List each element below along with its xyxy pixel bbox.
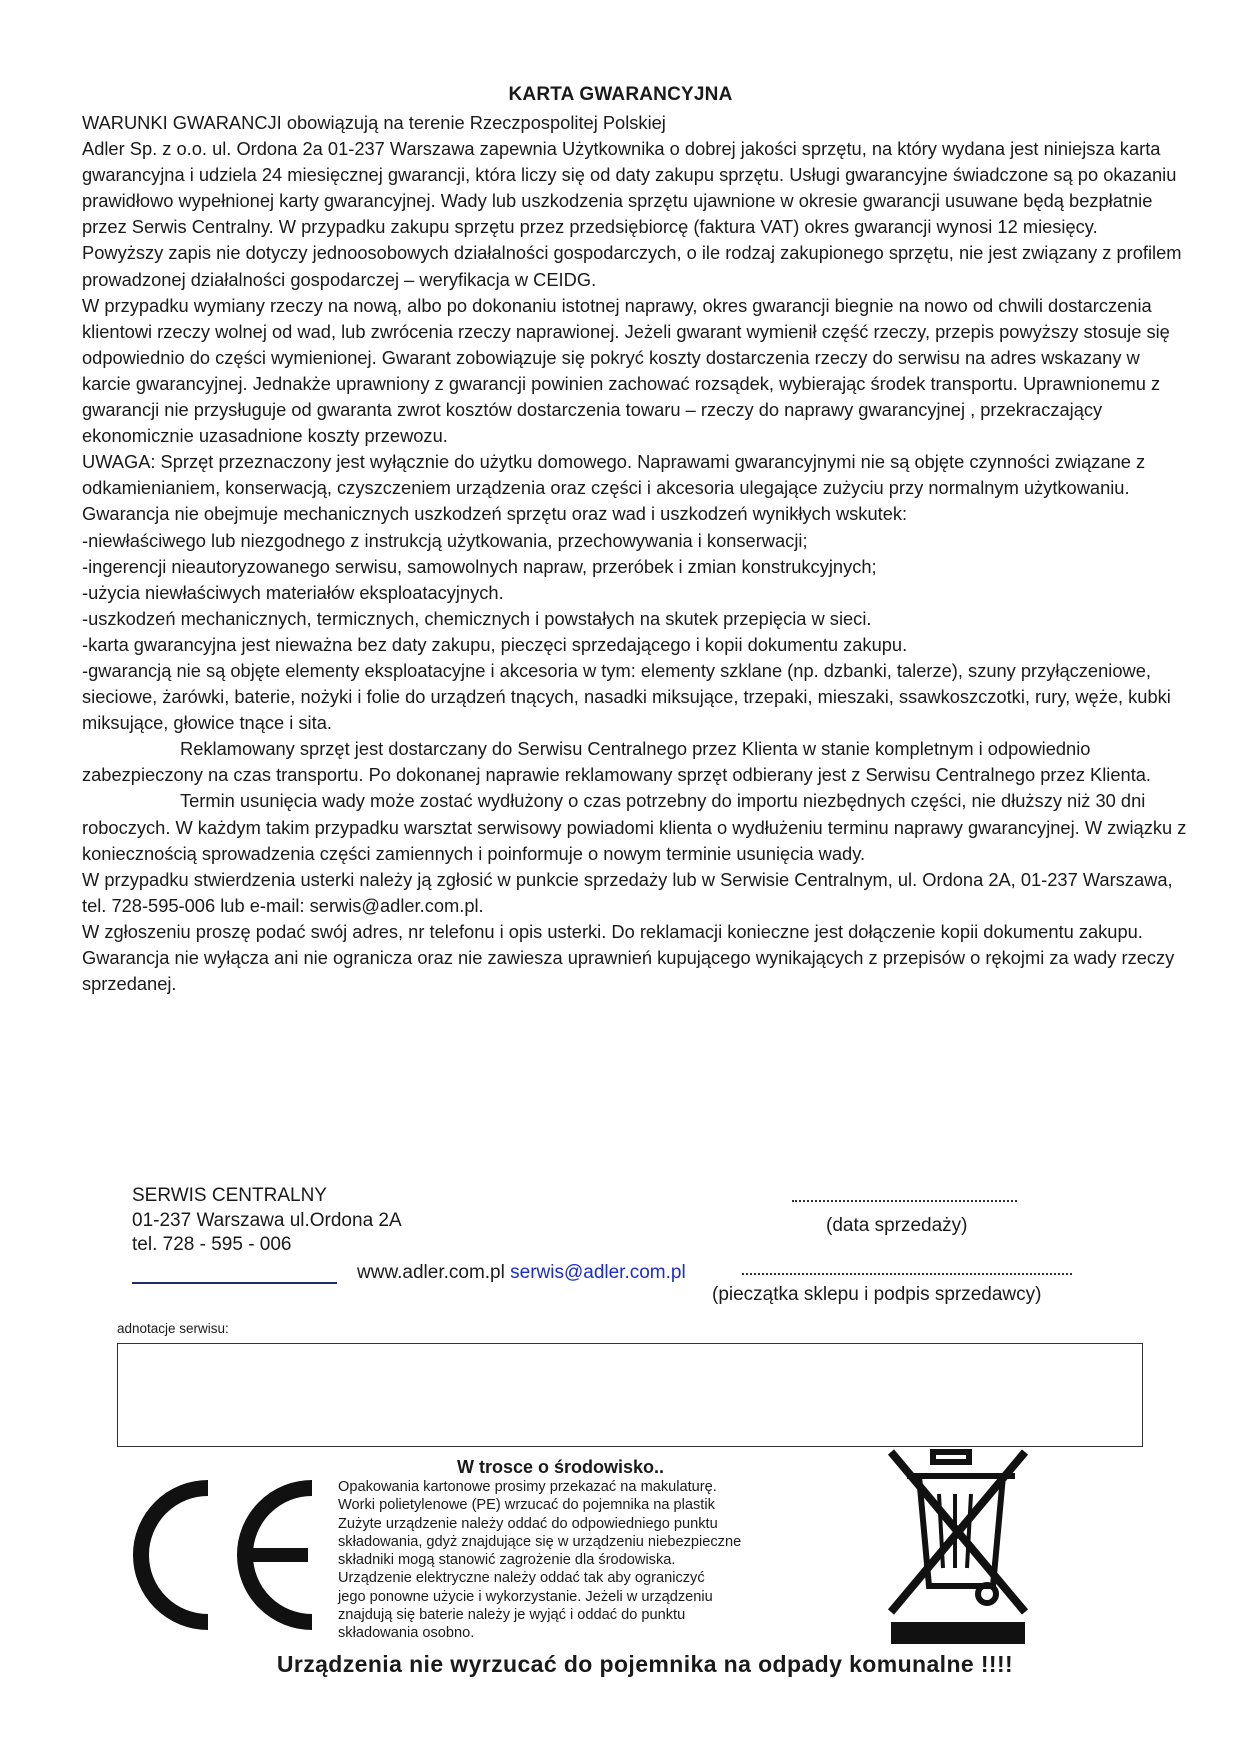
warranty-paragraph: -użycia niewłaściwych materiałów eksploatacyjnych. xyxy=(82,581,504,603)
warranty-paragraph: -uszkodzeń mechanicznych, termicznych, chemicznych i powstałych na skutek przepięcia w sieci. xyxy=(82,607,872,629)
environment-line: Opakowania kartonowe prosimy przekazać na makulaturę. xyxy=(338,1479,717,1495)
crossed-out-wheelie-bin-icon xyxy=(883,1446,1033,1651)
warranty-paragraph: -karta gwarancyjna jest nieważna bez daty zakupu, pieczęci sprzedającego i kopii dokumentu zakupu. xyxy=(82,633,908,655)
environment-text xyxy=(338,1478,858,1643)
environment-line: składowania osobno. xyxy=(338,1625,475,1642)
environment-line: znajdują się baterie należy je wyjąć i oddać do punktu xyxy=(338,1607,686,1624)
environment-line: Zużyte urządzenie należy oddać do odpowiedniego punktu xyxy=(338,1515,718,1532)
service-address xyxy=(132,1184,402,1258)
website-link[interactable]: www.adler.com.pl xyxy=(357,1262,505,1283)
warranty-paragraph: W przypadku wymiany rzeczy na nową, albo po dokonaniu istotnej naprawy, okres gwarancji biegnie na nowo od chwili dostarczenia klientowi rzeczy wolnej od wad, lub zwrócenia rzeczy naprawionej. Jeżeli gwarant wymienił część rzeczy, przepis powyższy stosuje się odpowiednio do części wymienionej. Gwarant zobowiązuje się pokryć koszty dostarczenia rzeczy do serwisu na adres wskazany w karcie gwarancyjnej. Jednakże uprawniony z gwarancji powinien zachować rozsądek, wybierając środek transportu. Uprawnionemu z gwarancji nie przysługuje od gwaranta zwrot kosztów dostarczenia towaru – rzeczy do naprawy gwarancyjnej , przekraczający ekonomicznie uzasadnione koszty przewozu. xyxy=(82,294,1170,447)
service-notes-box xyxy=(117,1343,1143,1447)
warranty-paragraph: Reklamowany sprzęt jest dostarczany do Serwisu Centralnego przez Klienta w stanie kompletnym i odpowiednio zabezpieczony na czas transportu. Po dokonanej naprawie reklamowany sprzęt odbierany jest z Serwisu Centralnego przez Klienta. xyxy=(82,738,1152,786)
stamp-signature-line xyxy=(742,1273,1072,1275)
warranty-terms xyxy=(82,110,1192,997)
warranty-paragraph: Termin usunięcia wady może zostać wydłużony o czas potrzebny do importu niezbędnych części, nie dłuższy niż 30 dni roboczych. W każdym takim przypadku warsztat serwisowy powiadomi klienta o wydłużeniu terminu naprawy gwarancyjnej. W związku z koniecznością sprowadzenia części zamiennych i poinformuje o nowym terminie usunięcia wady. xyxy=(82,790,1187,864)
warranty-paragraph: -niewłaściwego lub niezgodnego z instrukcją użytkowania, przechowywania i konserwacji; xyxy=(82,529,808,551)
service-street: 01-237 Warszawa ul.Ordona 2A xyxy=(132,1209,402,1231)
environment-line: Urządzenie elektryczne należy oddać tak aby ograniczyć xyxy=(338,1570,705,1587)
sale-date-label: (data sprzedaży) xyxy=(826,1215,968,1236)
divider xyxy=(132,1282,337,1284)
service-phone: tel. 728 - 595 - 006 xyxy=(132,1234,292,1255)
disposal-warning: Urządzenia nie wyrzucać do pojemnika na odpady komunalne !!!! xyxy=(276,1651,1014,1677)
environment-line: składniki mogą stanowić zagrożenie dla środowiska. xyxy=(338,1552,676,1569)
warranty-paragraph: W przypadku stwierdzenia usterki należy ją zgłosić w punkcie sprzedaży lub w Serwisie Centralnym, ul. Ordona 2A, 01-237 Warszawa, tel. 728-595-006 lub e-mail: serwis@adler.com.pl. xyxy=(82,868,1173,916)
stamp-signature-label: (pieczątka sklepu i podpis sprzedawcy) xyxy=(712,1284,1042,1305)
environment-title: W trosce o środowisko.. xyxy=(457,1457,665,1477)
environment-line: Worki polietylenowe (PE) wrzucać do pojemnika na plastik xyxy=(338,1497,715,1514)
warranty-paragraph: UWAGA: Sprzęt przeznaczony jest wyłącznie do użytku domowego. Naprawami gwarancyjnymi nie są objęte czynności związane z odkamienianiem, konserwacją, czyszczeniem urządzenia oraz części i akcesoria ulegające zużyciu przy normalnym użytkowaniu. Gwarancja nie obejmuje mechanicznych uszkodzeń sprzętu oraz wad i uszkodzeń wynikłych wskutek: xyxy=(82,451,1146,525)
contact-links xyxy=(357,1262,686,1284)
warranty-paragraph: -ingerencji nieautoryzowanego serwisu, samowolnych napraw, przeróbek i zmian konstrukcyjnych; xyxy=(82,555,877,577)
warranty-paragraph: W zgłoszeniu proszę podać swój adres, nr telefonu i opis usterki. Do reklamacji konieczne jest dołączenie kopii dokumentu zakupu. xyxy=(82,920,1143,942)
ce-mark-icon xyxy=(120,1480,325,1635)
warranty-paragraph: Gwarancja nie wyłącza ani nie ogranicza oraz nie zawiesza uprawnień kupującego wynikających z przepisów o rękojmi za wady rzeczy sprzedanej. xyxy=(82,947,1175,995)
warranty-paragraph: Powyższy zapis nie dotyczy jednoosobowych działalności gospodarczych, o ile rodzaj zakupionego sprzętu, nie jest związany z profilem prowadzonej działalności gospodarczej – weryfikacja w CEIDG. xyxy=(82,242,1182,290)
environment-line: składowania, gdyż znajdujące się w urządzeniu niebezpieczne xyxy=(338,1533,742,1550)
warranty-paragraph: Adler Sp. z o.o. ul. Ordona 2a 01-237 Warszawa zapewnia Użytkownika o dobrej jakości sprzętu, na który wydana jest niniejsza karta gwarancyjna i udziela 24 miesięcznej gwarancji, która liczy się od daty zakupu sprzętu. Usługi gwarancyjne świadczone są po okazaniu prawidłowo wypełnionej karty gwarancyjnej. Wady lub uszkodzenia sprzętu ujawnione w okresie gwarancji usuwane będą bezpłatnie przez Serwis Centralny. W przypadku zakupu sprzętu przez przedsiębiorcę (faktura VAT) okres gwarancji wynosi 12 miesięcy. xyxy=(82,138,1177,238)
page-title: KARTA GWARANCYJNA xyxy=(508,84,733,105)
warranty-paragraph: -gwarancją nie są objęte elementy eksploatacyjne i akcesoria w tym: elementy szklane (np. dzbanki, talerze), szuny przyłączeniowe, sieciowe, żarówki, baterie, nożyki i folie do urządzeń tnących, nasadki miksujące, trzepaki, mieszaki, ssawkoszczotki, rury, węże, kubki miksujące, głowice tnące i sita. xyxy=(82,659,1171,734)
sale-date-line xyxy=(792,1200,1017,1202)
environment-line: jego ponowne użycie i wykorzystanie. Jeżeli w urządzeniu xyxy=(338,1588,713,1605)
service-name: SERWIS CENTRALNY xyxy=(132,1185,327,1206)
email-link[interactable]: serwis@adler.com.pl xyxy=(510,1262,686,1283)
warranty-paragraph: WARUNKI GWARANCJI obowiązują na terenie Rzeczpospolitej Polskiej xyxy=(82,112,666,133)
service-notes-label: adnotacje serwisu: xyxy=(117,1321,229,1336)
